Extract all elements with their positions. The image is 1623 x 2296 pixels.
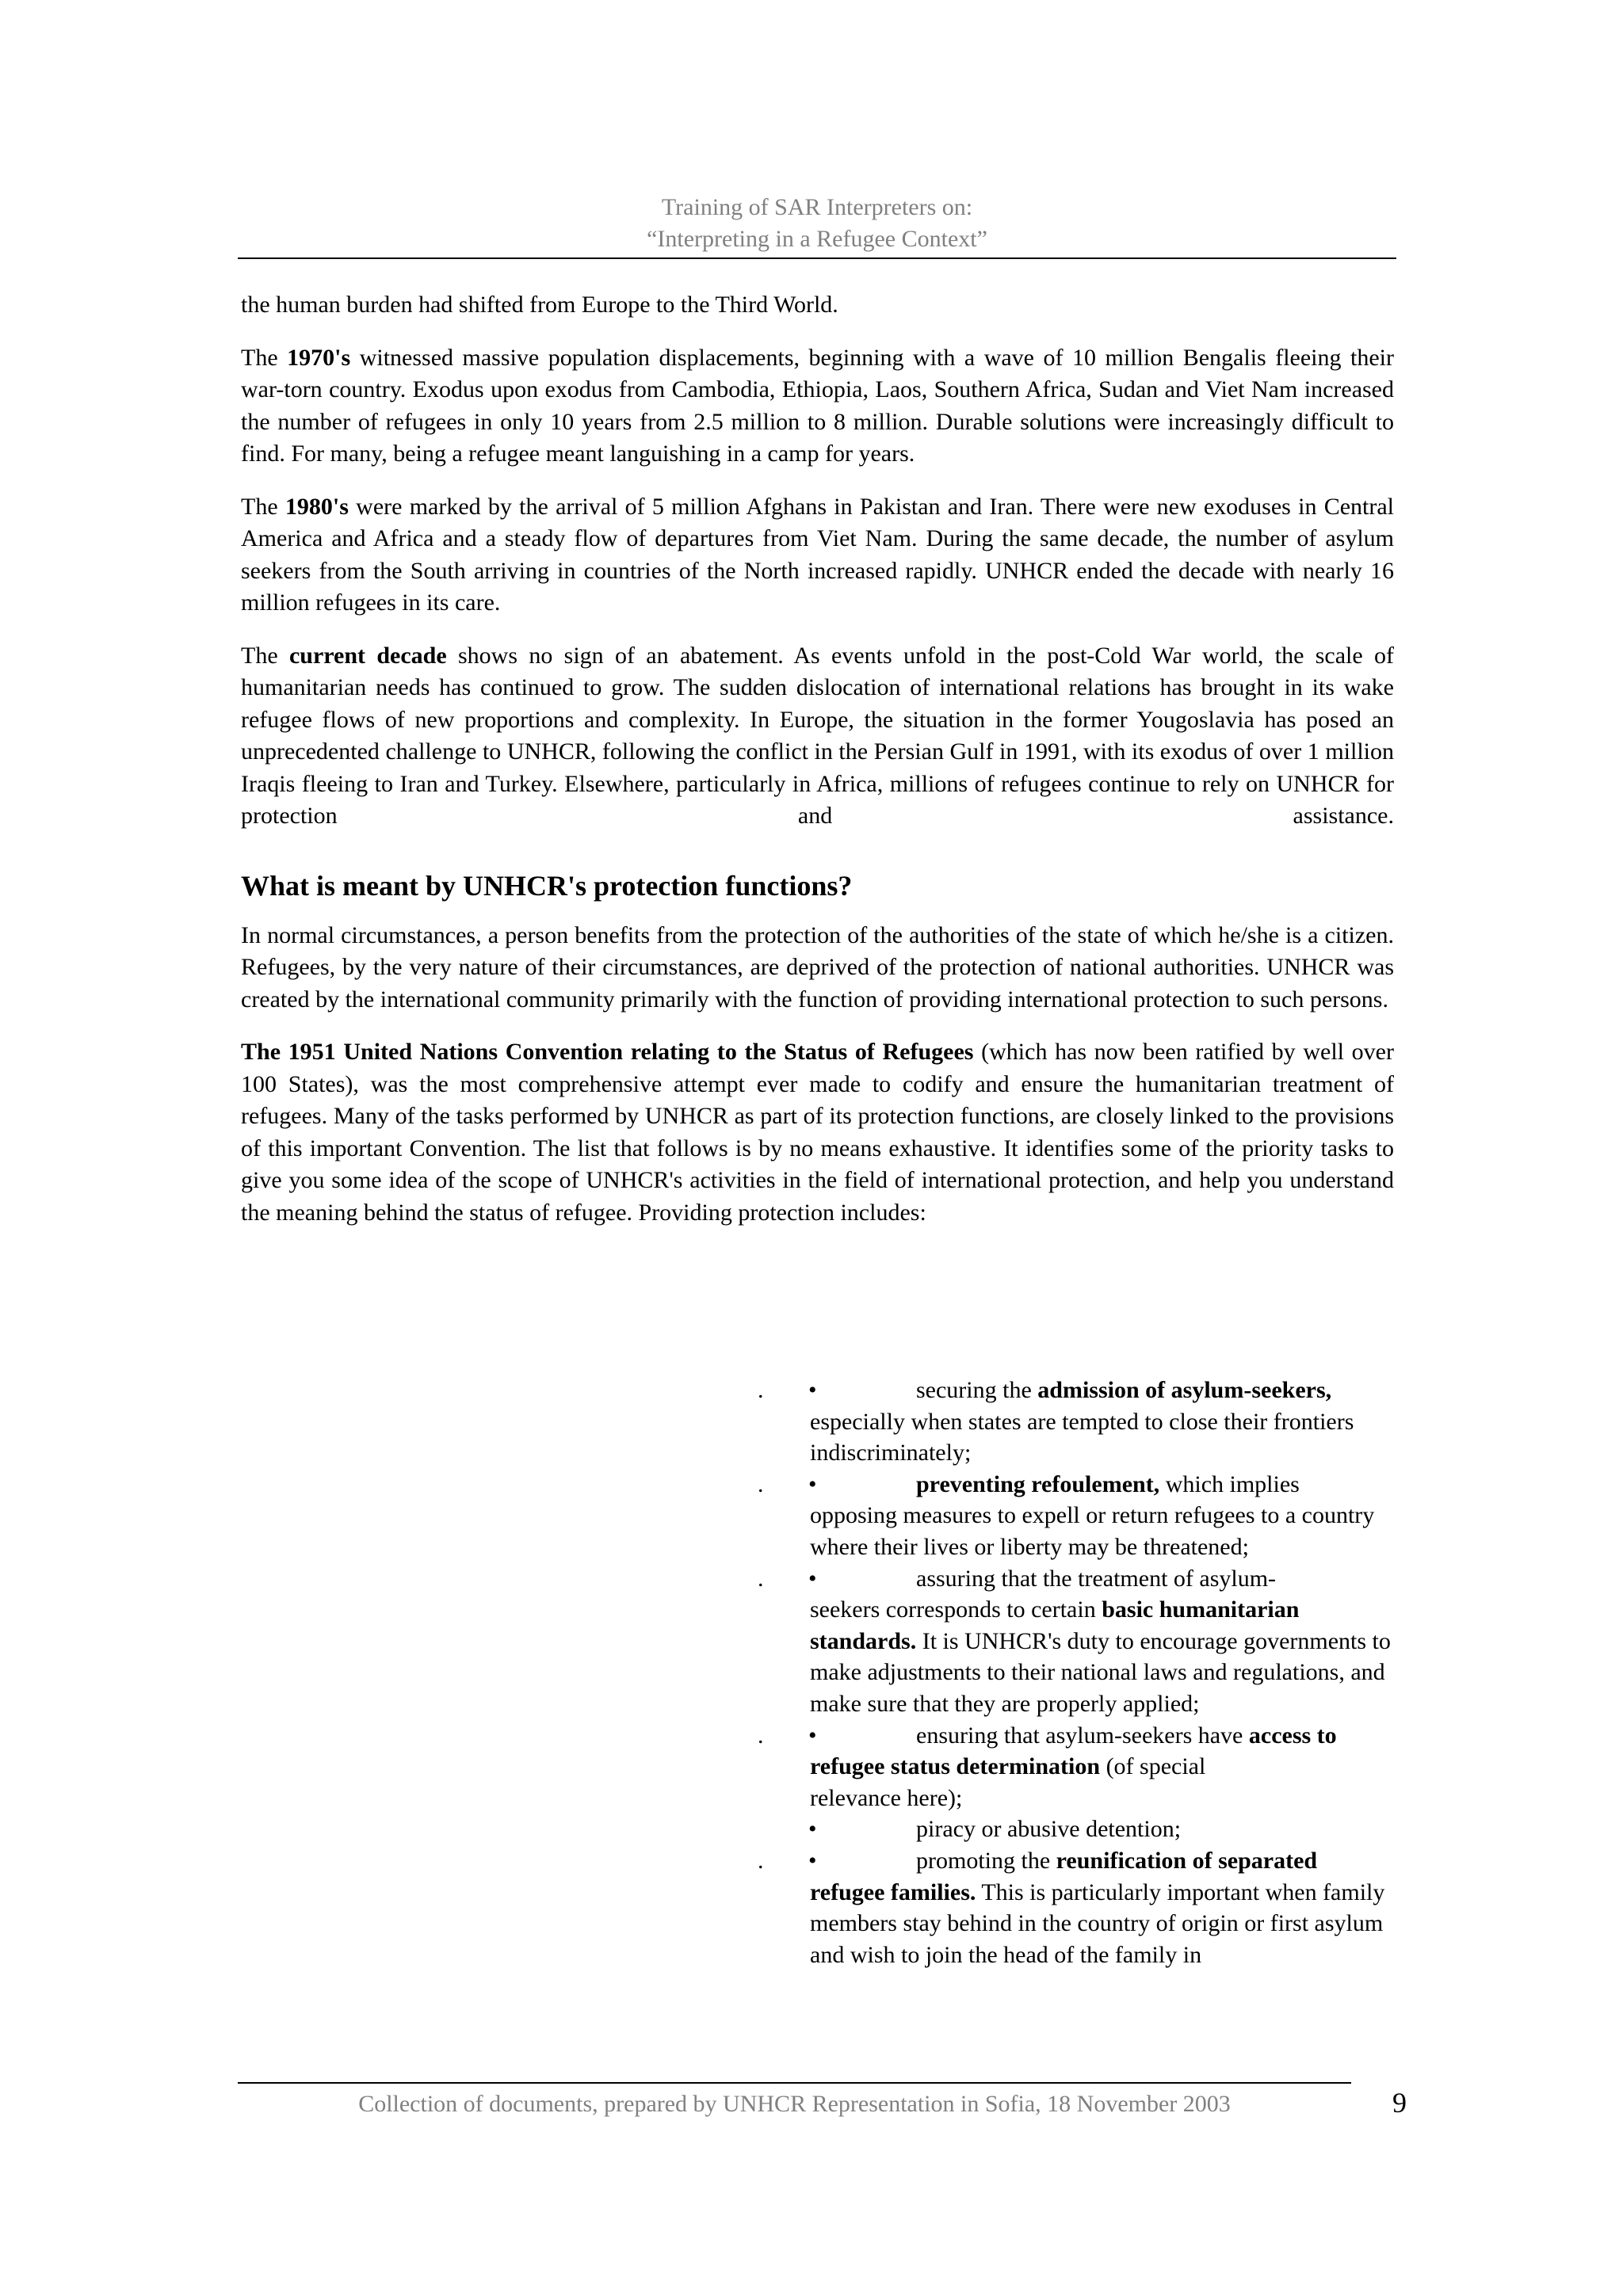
- list-item: . • securing the admission of asylum-seekers, especially when states are tempted to close their frontiers indiscriminately;: [758, 1375, 1400, 1469]
- bold-convention: The 1951 United Nations Convention relating to the Status of Refugees: [241, 1039, 974, 1065]
- running-header: [238, 192, 1396, 255]
- body-text: [241, 289, 1394, 1249]
- bold-1980s: 1980's: [285, 493, 349, 520]
- list-item: • piracy or abusive detention;: [758, 1814, 1400, 1845]
- paragraph-intro: the human burden had shifted from Europe to the Third World.: [241, 292, 838, 318]
- list-dot: .: [758, 1565, 764, 1592]
- list-item: . • assuring that the treatment of asylum- seekers corresponds to certain basic humanitarian standards. It is UNHCR's duty to encourage governments to make adjustments to their national laws and regulations, and make sure that they are properly applied;: [758, 1563, 1400, 1720]
- page-number: 9: [1392, 2087, 1407, 2119]
- bullet-icon: •: [808, 1847, 817, 1874]
- footer-rule: [238, 2082, 1351, 2084]
- bullet-icon: •: [808, 1565, 817, 1592]
- bullet-icon: •: [808, 1470, 817, 1497]
- list-dot: .: [758, 1377, 764, 1403]
- header-line-1: Training of SAR Interpreters on:: [661, 194, 973, 220]
- paragraph-1951-convention: The 1951 United Nations Convention relating to the Status of Refugees (which has now been ratified by well over 100 States), was the most comprehensive attempt ever made to codify and ensure the humanitarian treatment of refugees. Many of the tasks performed by UNHCR as part of its protection functions, are closely linked to the provisions of this important Convention. The list that follows is by no means exhaustive. It identifies some of the priority tasks to give you some idea of the scope of UNHCR's activities in the field of international protection, and help you understand the meaning behind the status of refugee. Providing protection includes:: [241, 1039, 1394, 1226]
- protection-task-list: [758, 1375, 1400, 1970]
- paragraph-current-decade: The current decade shows no sign of an abatement. As events unfold in the post-Cold War world, the scale of humanitarian needs has continued to grow. The sudden dislocation of international relations has brought in its wake refugee flows of new proportions and complexity. In Europe, the situation in the former Yougoslavia has posed an unprecedented challenge to UNHCR, following the conflict in the Persian Gulf in 1991, with its exodus of over 1 million Iraqis fleeing to Iran and Turkey. Elsewhere, particularly in Africa, millions of refugees continue to rely on UNHCR for protection and assistance.: [241, 642, 1394, 829]
- list-item: . • promoting the reunification of separated refugee families. This is particularly important when family members stay behind in the country of origin or first asylum and wish to join the head of the family in: [758, 1845, 1400, 1970]
- paragraph-1970s: The 1970's witnessed massive population displacements, beginning with a wave of 10 million Bengalis fleeing their war-torn country. Exodus upon exodus from Cambodia, Ethiopia, Laos, Southern Africa, Sudan and Viet Nam increased the number of refugees in only 10 years from 2.5 million to 8 million. Durable solutions were increasingly difficult to find. For many, being a refugee meant languishing in a camp for years.: [241, 344, 1395, 467]
- running-footer: Collection of documents, prepared by UNHCR Representation in Sofia, 18 November 2003: [358, 2091, 1231, 2117]
- list-item: . • preventing refoulement, which implies opposing measures to expell or return refugees to a country where their lives or liberty may be threatened;: [758, 1469, 1400, 1563]
- list-dot: .: [758, 1722, 764, 1749]
- section-heading: What is meant by UNHCR's protection functions?: [241, 869, 853, 902]
- list-dot: .: [758, 1470, 764, 1497]
- bullet-icon: •: [808, 1377, 817, 1403]
- bullet-icon: •: [808, 1722, 817, 1749]
- list-dot: .: [758, 1847, 764, 1874]
- list-item: . • ensuring that asylum-seekers have access to refugee status determination (of special relevance here);: [758, 1720, 1400, 1814]
- header-rule: [238, 257, 1396, 259]
- paragraph-1980s: The 1980's were marked by the arrival of 5 million Afghans in Pakistan and Iran. There were new exoduses in Central America and Africa and a steady flow of departures from Viet Nam. During the same decade, the number of asylum seekers from the South arriving in countries of the North increased rapidly. UNHCR ended the decade with nearly 16 million refugees in its care.: [241, 493, 1394, 616]
- header-line-2: “Interpreting in a Refugee Context”: [647, 226, 987, 252]
- bold-1970s: 1970's: [287, 344, 351, 371]
- paragraph-normal-circumstances: In normal circumstances, a person benefits from the protection of the authorities of the state of which he/she is a citizen. Refugees, by the very nature of their circumstances, are deprived of the protection of national authorities. UNHCR was created by the international community primarily with the function of providing international protection to such persons.: [241, 921, 1394, 1013]
- bullet-icon: •: [808, 1816, 817, 1843]
- bold-current-decade: current decade: [288, 642, 447, 669]
